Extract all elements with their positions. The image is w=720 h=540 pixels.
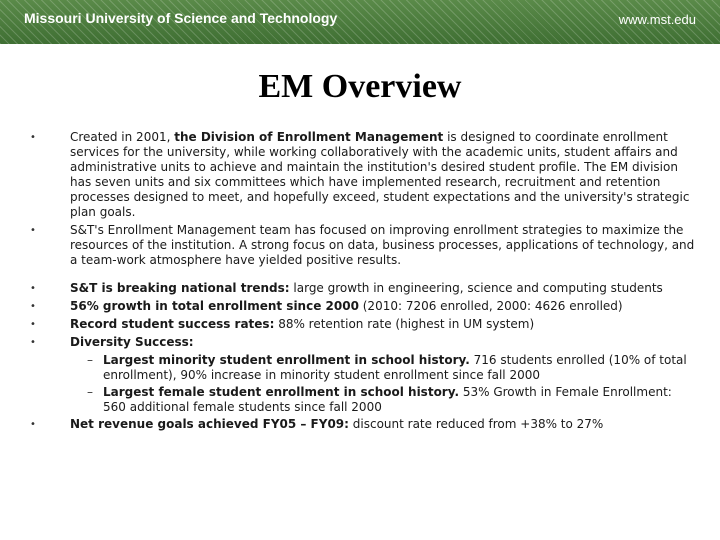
bullet-item: • S&T is breaking national trends: large growth in engineering, science and computing students <box>30 281 695 296</box>
bullet-item: • Net revenue goals achieved FY05 – FY09: discount rate reduced from +38% to 27% <box>30 417 695 432</box>
bullet-item: • S&T's Enrollment Management team has focused on improving enrollment strategies to maximize the resources of the institution. A strong focus on data, business processes, applications of technology, and a team-work atmosphere have yielded positive results. <box>30 223 695 268</box>
bullet-item: • 56% growth in total enrollment since 2000 (2010: 7206 enrolled, 2000: 4626 enrolled) <box>30 299 695 314</box>
sub-bullet-item: – Largest minority student enrollment in school history. 716 students enrolled (10% of total enrollment), 90% increase in minority student enrollment since fall 2000 <box>70 353 695 383</box>
bullet-gap <box>30 271 695 281</box>
bullet-item: • Created in 2001, the Division of Enrollment Management is designed to coordinate enrollment services for the university, while working collaboratively with the academic units, student affairs and administrative units to achieve and maintain the institution's desired student profile. The EM division has seven units and six committees which have implemented research, recruitment and retention processes designed to meet, and hopefully exceed, student expectations and the university's strategic plan goals. <box>30 130 695 220</box>
website-url[interactable]: www.mst.edu <box>618 12 696 27</box>
sub-bullet-item: – Largest female student enrollment in school history. 53% Growth in Female Enrollment: 560 additional female students since fall 2000 <box>70 385 695 415</box>
bullet-item: • Diversity Success: <box>30 335 695 350</box>
university-name: Missouri University of Science and Technology <box>24 10 338 26</box>
bullet-item: • Record student success rates: 88% retention rate (highest in UM system) <box>30 317 695 332</box>
slide-body <box>30 130 695 435</box>
bullet-list <box>30 281 695 432</box>
page-title: EM Overview <box>258 68 462 105</box>
bullet-list <box>30 130 695 268</box>
